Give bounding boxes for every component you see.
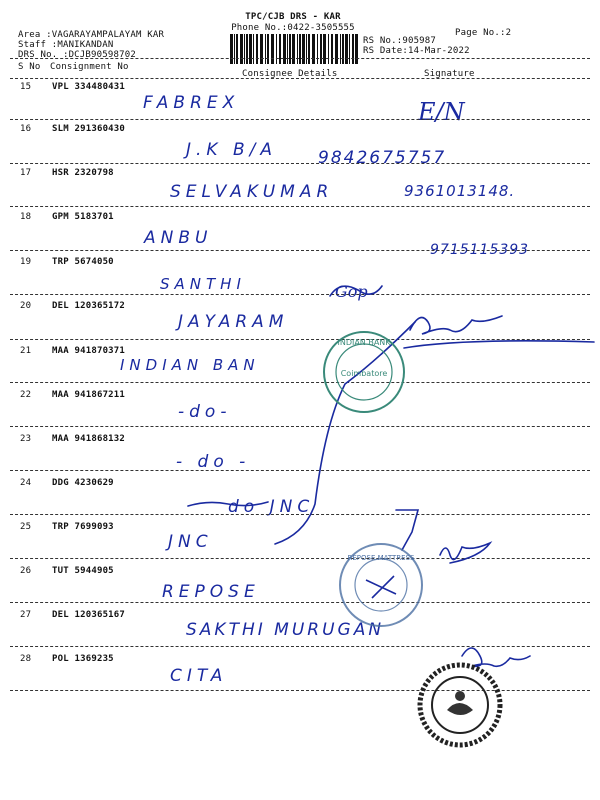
signature-scribble — [440, 543, 490, 563]
row-consignee: SAKTHI MURUGAN — [186, 620, 385, 640]
row-sno: 19 — [20, 257, 32, 267]
row-sno: 16 — [20, 124, 32, 134]
row-signature: 9842675757 — [318, 148, 447, 168]
row-consignee: J.K B/A — [186, 140, 277, 160]
row-consignee: CITA — [170, 666, 228, 686]
strike-scribble — [188, 502, 268, 506]
page-number: Page No.:2 — [455, 28, 512, 38]
row-signature: 9715115393 — [430, 242, 530, 258]
row-sno: 22 — [20, 390, 32, 400]
area-label: Area :VAGARAYAMPALAYAM KAR — [18, 30, 165, 40]
row-sno: 23 — [20, 434, 32, 444]
col-consignment: Consignment No — [50, 62, 129, 72]
stamp-bank-name: INDIAN BANK — [337, 338, 391, 347]
signature-scribble — [330, 286, 382, 296]
row-consignee: -do- — [178, 402, 232, 422]
row-consignment: DDG 4230629 — [52, 478, 114, 488]
row-consignment: DEL 120365167 — [52, 610, 126, 620]
drs-number: DRS No. :DCJB90598702 — [18, 50, 136, 60]
rs-number: RS No.:905987 — [363, 36, 437, 46]
row-signature: E/N — [418, 98, 465, 126]
seal-stamp — [417, 662, 503, 748]
row-consignment: TUT 5944905 — [52, 566, 114, 576]
row-consignment: SLM 291360430 — [52, 124, 126, 134]
row-consignment: TRP 5674050 — [52, 257, 114, 267]
row-consignee: REPOSE — [162, 582, 260, 602]
row-consignee: FABREX — [143, 93, 240, 113]
row-sno: 27 — [20, 610, 32, 620]
row-consignment: MAA 941867211 — [52, 390, 126, 400]
row-sno: 17 — [20, 168, 32, 178]
row-signature: Gop — [335, 282, 368, 301]
phone-number: Phone No.:0422-3505555 — [231, 23, 355, 33]
row-consignee: INDIAN BAN — [120, 356, 260, 374]
staff-label: Staff :MANIKANDAN — [18, 40, 114, 50]
row-consignment: POL 1369235 — [52, 654, 114, 664]
row-sno: 26 — [20, 566, 32, 576]
row-consignment: TRP 7699093 — [52, 522, 114, 532]
row-signature: 9361013148. — [404, 182, 516, 200]
col-consignee: Consignee Details — [242, 69, 338, 79]
row-consignment: HSR 2320798 — [52, 168, 114, 178]
row-sno: 25 — [20, 522, 32, 532]
col-sno: S No — [18, 62, 41, 72]
col-signature: Signature — [424, 69, 475, 79]
stamp-company-name: REPOSE MATTRESS — [347, 554, 415, 562]
row-consignment: MAA 941868132 — [52, 434, 126, 444]
row-sno: 24 — [20, 478, 32, 488]
row-consignment: GPM 5183701 — [52, 212, 114, 222]
company-stamp — [336, 540, 426, 630]
row-consignee: ANBU — [144, 228, 213, 248]
row-consignment: DEL 120365172 — [52, 301, 126, 311]
row-sno: 15 — [20, 82, 32, 92]
row-sno: 18 — [20, 212, 32, 222]
signature-scribble — [410, 316, 502, 334]
row-consignment: MAA 941870371 — [52, 346, 126, 356]
rs-date: RS Date:14-Mar-2022 — [363, 46, 470, 56]
row-consignment: VPL 334480431 — [52, 82, 126, 92]
row-sno: 20 — [20, 301, 32, 311]
signature-line — [404, 341, 594, 348]
row-consignee: JNC — [168, 532, 213, 552]
row-consignee: - do - — [176, 452, 251, 472]
row-consignee: SANTHI — [160, 275, 246, 293]
bank-stamp — [320, 328, 408, 416]
row-consignee: JAYARAM — [178, 312, 289, 332]
row-consignee: do JNC — [228, 497, 315, 517]
row-sno: 28 — [20, 654, 32, 664]
stamp-branch: Coimbatore — [340, 369, 388, 378]
document-title: TPC/CJB DRS - KAR — [245, 12, 341, 22]
row-consignee: SELVAKUMAR — [170, 182, 334, 202]
row-sno: 21 — [20, 346, 32, 356]
